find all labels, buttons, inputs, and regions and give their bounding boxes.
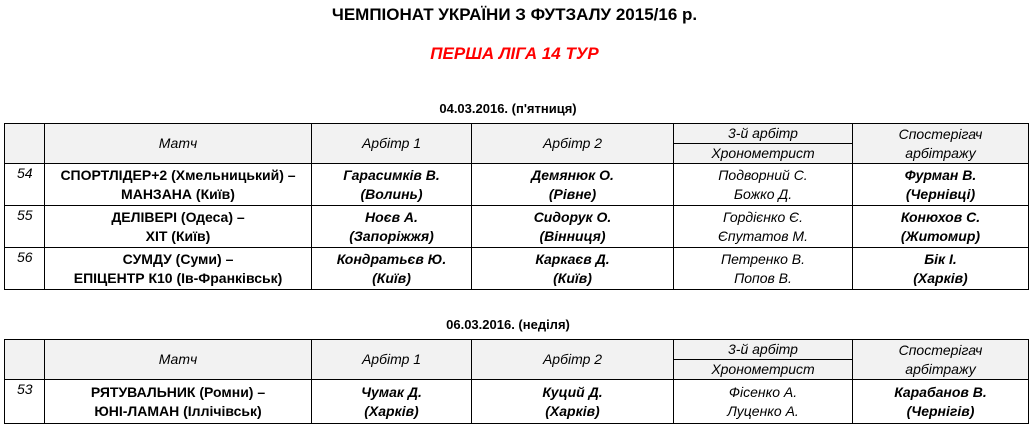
referee-3-cell [674, 248, 853, 290]
header-row [5, 124, 1029, 144]
referee-2-name: Каркаєв Д. [535, 250, 610, 267]
header-referee-3: 3-й арбітр [674, 340, 853, 360]
observer-region: (Чернівці) [905, 185, 976, 202]
timekeeper-name: Божко Д. [733, 185, 793, 202]
observer-cell [853, 380, 1029, 424]
header-cell-number [5, 124, 45, 164]
header-referee-3: 3-й арбітр [674, 124, 853, 144]
schedule-table [4, 123, 1029, 290]
league-round-subtitle: ПЕРША ЛІГА 14 ТУР [430, 44, 599, 63]
timekeeper-name: Єпутатов М. [718, 227, 808, 244]
match-number: 53 [5, 380, 45, 424]
referee-1-region: (Запоріжжя) [349, 227, 434, 244]
referee-1-region: (Київ) [372, 269, 411, 286]
team-home: РЯТУВАЛЬНИК (Ромни) – [90, 383, 266, 400]
schedule-table [4, 339, 1029, 424]
observer-cell [853, 164, 1029, 206]
header-observer-line1: Спостерігач [898, 341, 983, 358]
header-match: Матч [45, 124, 312, 164]
match-number: 56 [5, 248, 45, 290]
referee-1-name: Кондратьєв Ю. [336, 250, 447, 267]
match-teams [45, 164, 312, 206]
table-row [5, 164, 1029, 206]
header-timekeeper: Хронометрист [674, 144, 853, 164]
referee-3-name: Гордієнко Є. [723, 208, 803, 225]
observer-name: Фурман В. [904, 166, 977, 183]
header-referee-2: Арбітр 2 [472, 124, 674, 164]
referee-2-name: Сидорук О. [533, 208, 612, 225]
observer-name: Карабанов В. [894, 383, 987, 400]
day-date: 06.03.2016. (неділя) [446, 317, 570, 332]
referee-1-region: (Волинь) [360, 185, 423, 202]
referee-2-name: Куций Д. [542, 383, 603, 400]
header-referee-2: Арбітр 2 [472, 340, 674, 380]
referee-1-cell [312, 164, 472, 206]
team-home: СУМДУ (Суми) – [122, 250, 234, 267]
referee-3-cell [674, 206, 853, 248]
referee-1-name: Ноєв А. [365, 208, 418, 225]
timekeeper-name: Попов В. [734, 269, 792, 286]
header-observer [853, 340, 1029, 380]
referee-1-cell [312, 380, 472, 424]
header-observer [853, 124, 1029, 164]
table-row [5, 380, 1029, 424]
table-row [5, 206, 1029, 248]
header-cell-number [5, 340, 45, 380]
timekeeper-name: Луценко А. [727, 402, 799, 419]
observer-name: Бік І. [924, 250, 957, 267]
observer-region: (Чернігів) [906, 402, 975, 419]
team-home: ДЕЛІВЕРІ (Одеса) – [111, 208, 245, 225]
day-date: 04.03.2016. (п'ятниця) [439, 101, 577, 116]
header-row [5, 340, 1029, 360]
referee-2-cell [472, 164, 674, 206]
header-observer-line1: Спостерігач [898, 125, 983, 142]
table-row [5, 248, 1029, 290]
match-teams [45, 248, 312, 290]
referee-1-name: Чумак Д. [361, 383, 422, 400]
team-home: СПОРТЛІДЕР+2 (Хмельницький) – [60, 166, 296, 183]
referee-2-region: (Вінниця) [539, 227, 606, 244]
match-teams [45, 206, 312, 248]
team-away: ЕПІЦЕНТР К10 (Ів-Франківськ) [73, 269, 283, 286]
document-title: ЧЕМПІОНАТ УКРАЇНИ З ФУТЗАЛУ 2015/16 р. [331, 5, 698, 24]
match-number: 54 [5, 164, 45, 206]
referee-2-region: (Рівне) [548, 185, 597, 202]
referee-2-name: Демянюк О. [531, 166, 614, 183]
referee-3-cell [674, 164, 853, 206]
team-away: ЮНІ-ЛАМАН (Іллічівськ) [94, 402, 262, 419]
referee-3-name: Подворний С. [718, 166, 808, 183]
observer-name: Конюхов С. [900, 208, 981, 225]
header-observer-line2: арбітражу [905, 144, 976, 161]
referee-1-region: (Харків) [364, 402, 419, 419]
referee-2-region: (Харків) [545, 402, 600, 419]
referee-3-name: Фісенко А. [728, 383, 798, 400]
match-teams [45, 380, 312, 424]
observer-cell [853, 206, 1029, 248]
team-away: ХІТ (Київ) [145, 227, 211, 244]
header-observer-line2: арбітражу [905, 360, 976, 377]
referee-2-region: (Київ) [553, 269, 592, 286]
referee-2-cell [472, 248, 674, 290]
referee-3-cell [674, 380, 853, 424]
referee-1-name: Гарасимків В. [343, 166, 440, 183]
header-referee-1: Арбітр 1 [312, 340, 472, 380]
header-match: Матч [45, 340, 312, 380]
referee-1-cell [312, 248, 472, 290]
header-referee-1: Арбітр 1 [312, 124, 472, 164]
referee-2-cell [472, 206, 674, 248]
observer-cell [853, 248, 1029, 290]
referee-1-cell [312, 206, 472, 248]
referee-3-name: Петренко В. [720, 250, 806, 267]
match-number: 55 [5, 206, 45, 248]
header-timekeeper: Хронометрист [674, 360, 853, 380]
observer-region: (Житомир) [900, 227, 981, 244]
team-away: МАНЗАНА (Київ) [121, 185, 235, 202]
referee-2-cell [472, 380, 674, 424]
observer-region: (Харків) [913, 269, 968, 286]
